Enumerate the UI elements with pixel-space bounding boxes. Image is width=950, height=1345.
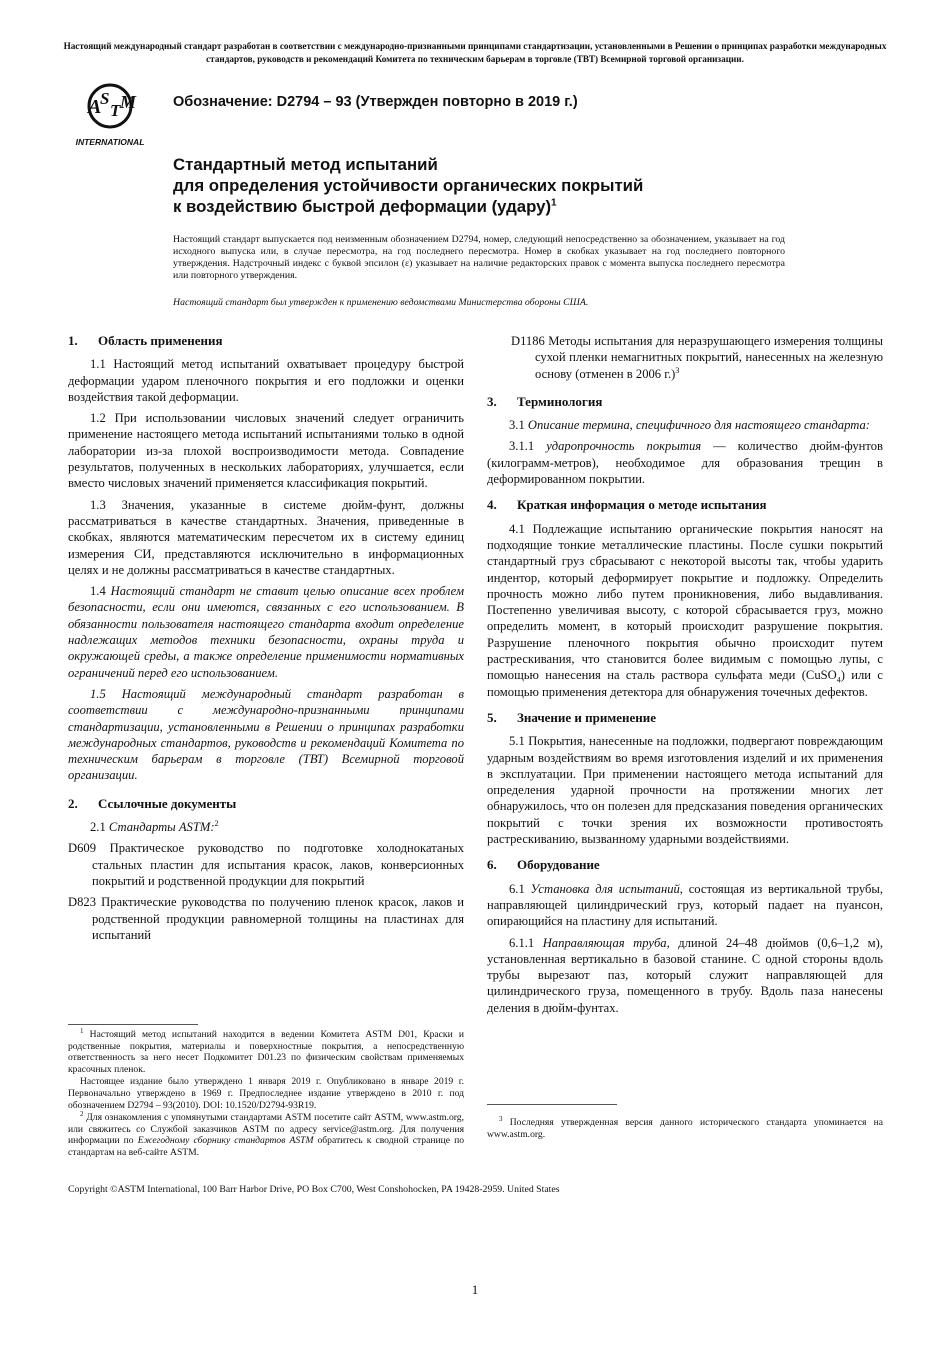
section-heading-5: 5. Значение и применение: [487, 709, 657, 725]
footnote-1: $^1$ Настоящий метод испытаний находится в ведении Комитета ASTM D01, Краски и родственные покрытия, материалы и поверхностные покрытия, а непосредственную ответственность за него несет Подкомитет D01.23 по физическим свойствам применяемых красочных пленок.: [68, 1026, 464, 1075]
right-footnotes: [487, 1104, 883, 1141]
paragraph-1-5: 1.5 Настоящий международный стандарт разработан в соответствии с международно-признанными принципами стандартизации, установленными в Решении о принципах разработки международных стандартов, руководств и рекомендаций Комитета по техническим барьерам в торговле (ТВТ) Всемирной торговой организации.: [68, 686, 464, 783]
document-title: [173, 154, 813, 217]
reference-d1186: D1186 Методы испытания для неразрушающего измерения толщины сухой пленки немагнитных покрытий, нанесенных на железную основу (отменен в 2006 г.)$^3$: [511, 334, 883, 381]
paragraph-1-3: 1.3 Значения, указанные в системе дюйм-фунт, должны рассматриваться в качестве стандартных. Значения, приведенные в скобках, являются математическим пересчетом их в систему единиц измерения СИ, представляются исключительно в информационных целях и не должны рассматриваться в качестве стандартных.: [68, 497, 464, 577]
paragraph-4-1: 4.1 Подлежащие испытанию органические покрытия наносят на подходящие тонкие металлические пластины. После сушки покрытий стандартный груз сбрасывают с некоторой высоты так, чтобы ударить индентор, который деформирует покрытие и подложку. Определить прочность можно либо путем проникновения, либо выдавливания. Постепенно увеличивая высоту, с которой сбрасывается груз, можно определить момент, в который происходит разрушение покрытия. Разрушение пленочного покрытия обычно происходит путем растрескивания, что становится более видимым с помощью лупы, с помощью нанесения на сталь раствора сульфата меди (CuSO$_4$) или с помощью применения детектора для обнаружения точечных дефектов.: [487, 521, 883, 699]
paragraph-6-1: 6.1 Установка для испытаний, состоящая из вертикальной трубы, направляющей цилиндрический груз, который падает на пуансон, опирающийся на пластину для испытаний.: [487, 881, 883, 929]
title-line-1: Стандартный метод испытаний: [173, 155, 438, 174]
astm-logo: [62, 80, 158, 148]
right-column: [487, 333, 883, 1021]
copyright: Copyright ©ASTM International, 100 Barr Harbor Drive, PO Box C700, West Conshohocken, PA 19428-2959. United States: [68, 1184, 560, 1195]
section-heading-1: 1. Область применения: [68, 333, 223, 348]
section-heading-3: 3. Терминология: [487, 393, 603, 409]
reference-d609: D609 Практическое руководство по подготовке холоднокатаных стальных пластин для испытания красок, лаков, конверсионных покрытий и родственной продукции для покрытий: [68, 841, 464, 888]
footnote-3: $^3$ Последняя утвержденная версия данного исторического стандарта упоминается на www.astm.org.: [487, 1114, 883, 1140]
header-notice: Настоящий международный стандарт разработан в соответствии с международно-признанными принципами стандартизации, установленными в Решении о принципах разработки международных стандартов, руководств и рекомендаций Комитета по техническим барьерам в торговле (ТВТ) Всемирной торговой организации.: [63, 41, 887, 64]
footnote-1b: Настоящее издание было утверждено 1 января 2019 г. Опубликовано в январе 2019 г. Первоначально утверждено в 1969 г. Предпоследнее издание утверждено в 2010 г. под обозначением D2794 – 93(2010). DOI: 10.1520/D2794-93R19.: [68, 1076, 464, 1111]
paragraph-6-1-1: 6.1.1 Направляющая труба, длиной 24–48 дюймов (0,6–1,2 м), установленная вертикально в базовой станине. С одной стороны вдоль трубы вырезают паз, который служит направляющей для цилиндрического груза, помещенного в трубу. Вдоль паза нанесены деления в дюйм-фунтах.: [487, 935, 883, 1015]
section-heading-2: 2. Ссылочные документы: [68, 795, 237, 811]
logo-caption: INTERNATIONAL: [75, 137, 145, 147]
title-footnote-mark: 1: [551, 197, 557, 209]
astm-logo-icon: [62, 80, 158, 148]
svg-text:M: M: [120, 92, 137, 112]
issue-note: Настоящий стандарт выпускается под неизменным обозначением D2794, номер, следующий непосредственно за обозначением, указывает на год исходного выпуска или, в случае пересмотра, на год последнего пересмотра. Номер в скобках указывает на год последнего повторного утверждения. Надстрочный индекс с буквой эпсилон (ε) указывает на наличие редакторских правок с момента выпуска последнего пересмотра или повторного утверждения.: [173, 234, 785, 281]
footnote-rule: [68, 1024, 198, 1025]
paragraph-3-1: 3.1 Описание термина, специфичного для настоящего стандарта:: [509, 418, 870, 433]
paragraph-1-4: 1.4 Настоящий стандарт не ставит целью описание всех проблем безопасности, если они имеются, связанных с его использованием. В обязанности пользователя настоящего стандарта входит определение надлежащих методов техники безопасности, охраны труда и окружающей среды, а также определение применимости нормативных ограничений перед его использованием.: [68, 584, 464, 680]
left-footnotes: [68, 1024, 464, 1160]
title-line-2: для определения устойчивости органических покрытий: [173, 176, 644, 195]
page-number: 1: [471, 1282, 479, 1297]
paragraph-5-1: 5.1 Покрытия, нанесенные на подложки, подвергают повреждающим ударным воздействиям во время изготовления изделий и их применения в эксплуатации. При применении настоящего метода испытаний для определения ударной прочности на протяжении многих лет обнаружилось, что он полезен для предсказания поведения органических покрытий с точки зрения их возможности противостоять растрескиванию, вызванному ударными воздействиями.: [487, 734, 883, 847]
footnote-rule-right: [487, 1104, 617, 1105]
section-heading-4: 4. Краткая информация о методе испытания: [487, 497, 767, 513]
paragraph-1-2: 1.2 При использовании числовых значений следует ограничить применение настоящего метода испытаний испытаниями только в одной лаборатории из-за плохой воспроизводимости метода. Совпадение результатов, полученных в нескольких лабораториях, улучшается, если вместо числовых значений применяется классификация покрытий.: [68, 411, 464, 491]
paragraph-3-1-1: 3.1.1 ударопрочность покрытия — количество дюйм-фунтов (килограмм-метров), необходимое для образования трещин в деформированном покрытии.: [487, 439, 883, 487]
footnote-2: $^2$ Для ознакомления с упомянутыми стандартами ASTM посетите сайт ASTM, www.astm.org, или свяжитесь со Службой заказчиков ASTM по адресу service@astm.org. Для получения информации по Ежегодному сборнику стандартов ASTM обратитесь к сводной странице по стандартам на веб-сайте ASTM.: [68, 1109, 464, 1158]
svg-text:T: T: [110, 101, 121, 120]
left-column: [68, 333, 464, 948]
title-line-3: к воздействию быстрой деформации (удару)$^1$: [173, 197, 557, 216]
svg-text:A: A: [88, 96, 102, 118]
paragraph-2-1: 2.1 Стандарты ASTM:$^2$: [90, 818, 219, 835]
svg-text:S: S: [100, 89, 110, 108]
reference-d823: D823 Практические руководства по получению пленок красок, лаков и родственной продукции равномерной толщины на пластинах для испытаний: [68, 895, 464, 942]
section-heading-6: 6. Оборудование: [487, 857, 600, 873]
designation: Обозначение: D2794 – 93 (Утвержден повторно в 2019 г.): [173, 94, 578, 110]
dod-note: Настоящий стандарт был утвержден к применению ведомствами Министерства обороны США.: [173, 297, 589, 308]
paragraph-1-1: 1.1 Настоящий метод испытаний охватывает процедуру быстрой деформации ударом пленочного покрытия и его подложки и оценки воздействия такой деформации.: [68, 357, 464, 404]
